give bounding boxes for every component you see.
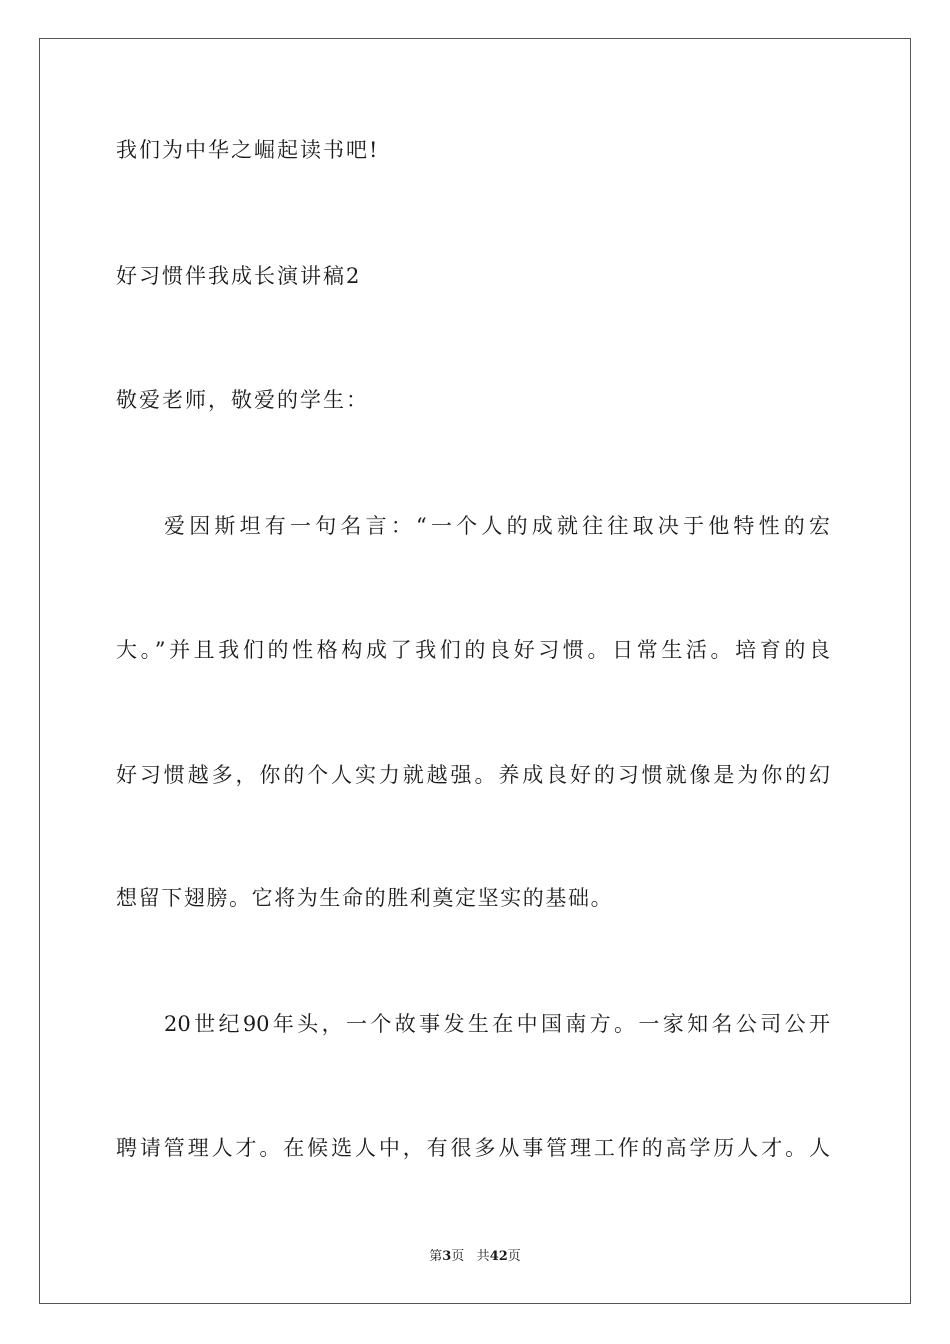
footer-page-suffix: 页 bbox=[451, 1249, 465, 1264]
footer-page-number: 3 bbox=[442, 1249, 452, 1264]
paragraph-line: 好习惯越多，你的个人实力就越强。养成良好的习惯就像是为你的幻 bbox=[116, 763, 830, 787]
footer-page-prefix: 第 bbox=[429, 1249, 443, 1264]
paragraph-line-closing: 我们为中华之崛起读书吧! bbox=[116, 138, 380, 162]
footer-total-suffix: 页 bbox=[507, 1249, 521, 1264]
salutation: 敬爱老师，敬爱的学生： bbox=[116, 388, 369, 412]
paragraph-line: 大。”并且我们的性格构成了我们的良好习惯。日常生活。培育的良 bbox=[116, 638, 830, 662]
footer-total-pages: 42 bbox=[489, 1249, 508, 1264]
page-footer bbox=[0, 1248, 950, 1266]
paragraph-line: 爱因斯坦有一句名言：“一个人的成就往往取决于他特性的宏 bbox=[164, 514, 830, 538]
footer-total-prefix: 共 bbox=[476, 1249, 490, 1264]
paragraph-line: 想留下翅膀。它将为生命的胜利奠定坚实的基础。 bbox=[116, 886, 614, 910]
section-title: 好习惯伴我成长演讲稿2 bbox=[116, 264, 362, 288]
page-frame bbox=[39, 38, 911, 1304]
paragraph-line: 聘请管理人才。在候选人中，有很多从事管理工作的高学历人才。人 bbox=[116, 1136, 830, 1160]
paragraph-line: 20世纪90年头，一个故事发生在中国南方。一家知名公司公开 bbox=[164, 1012, 830, 1036]
